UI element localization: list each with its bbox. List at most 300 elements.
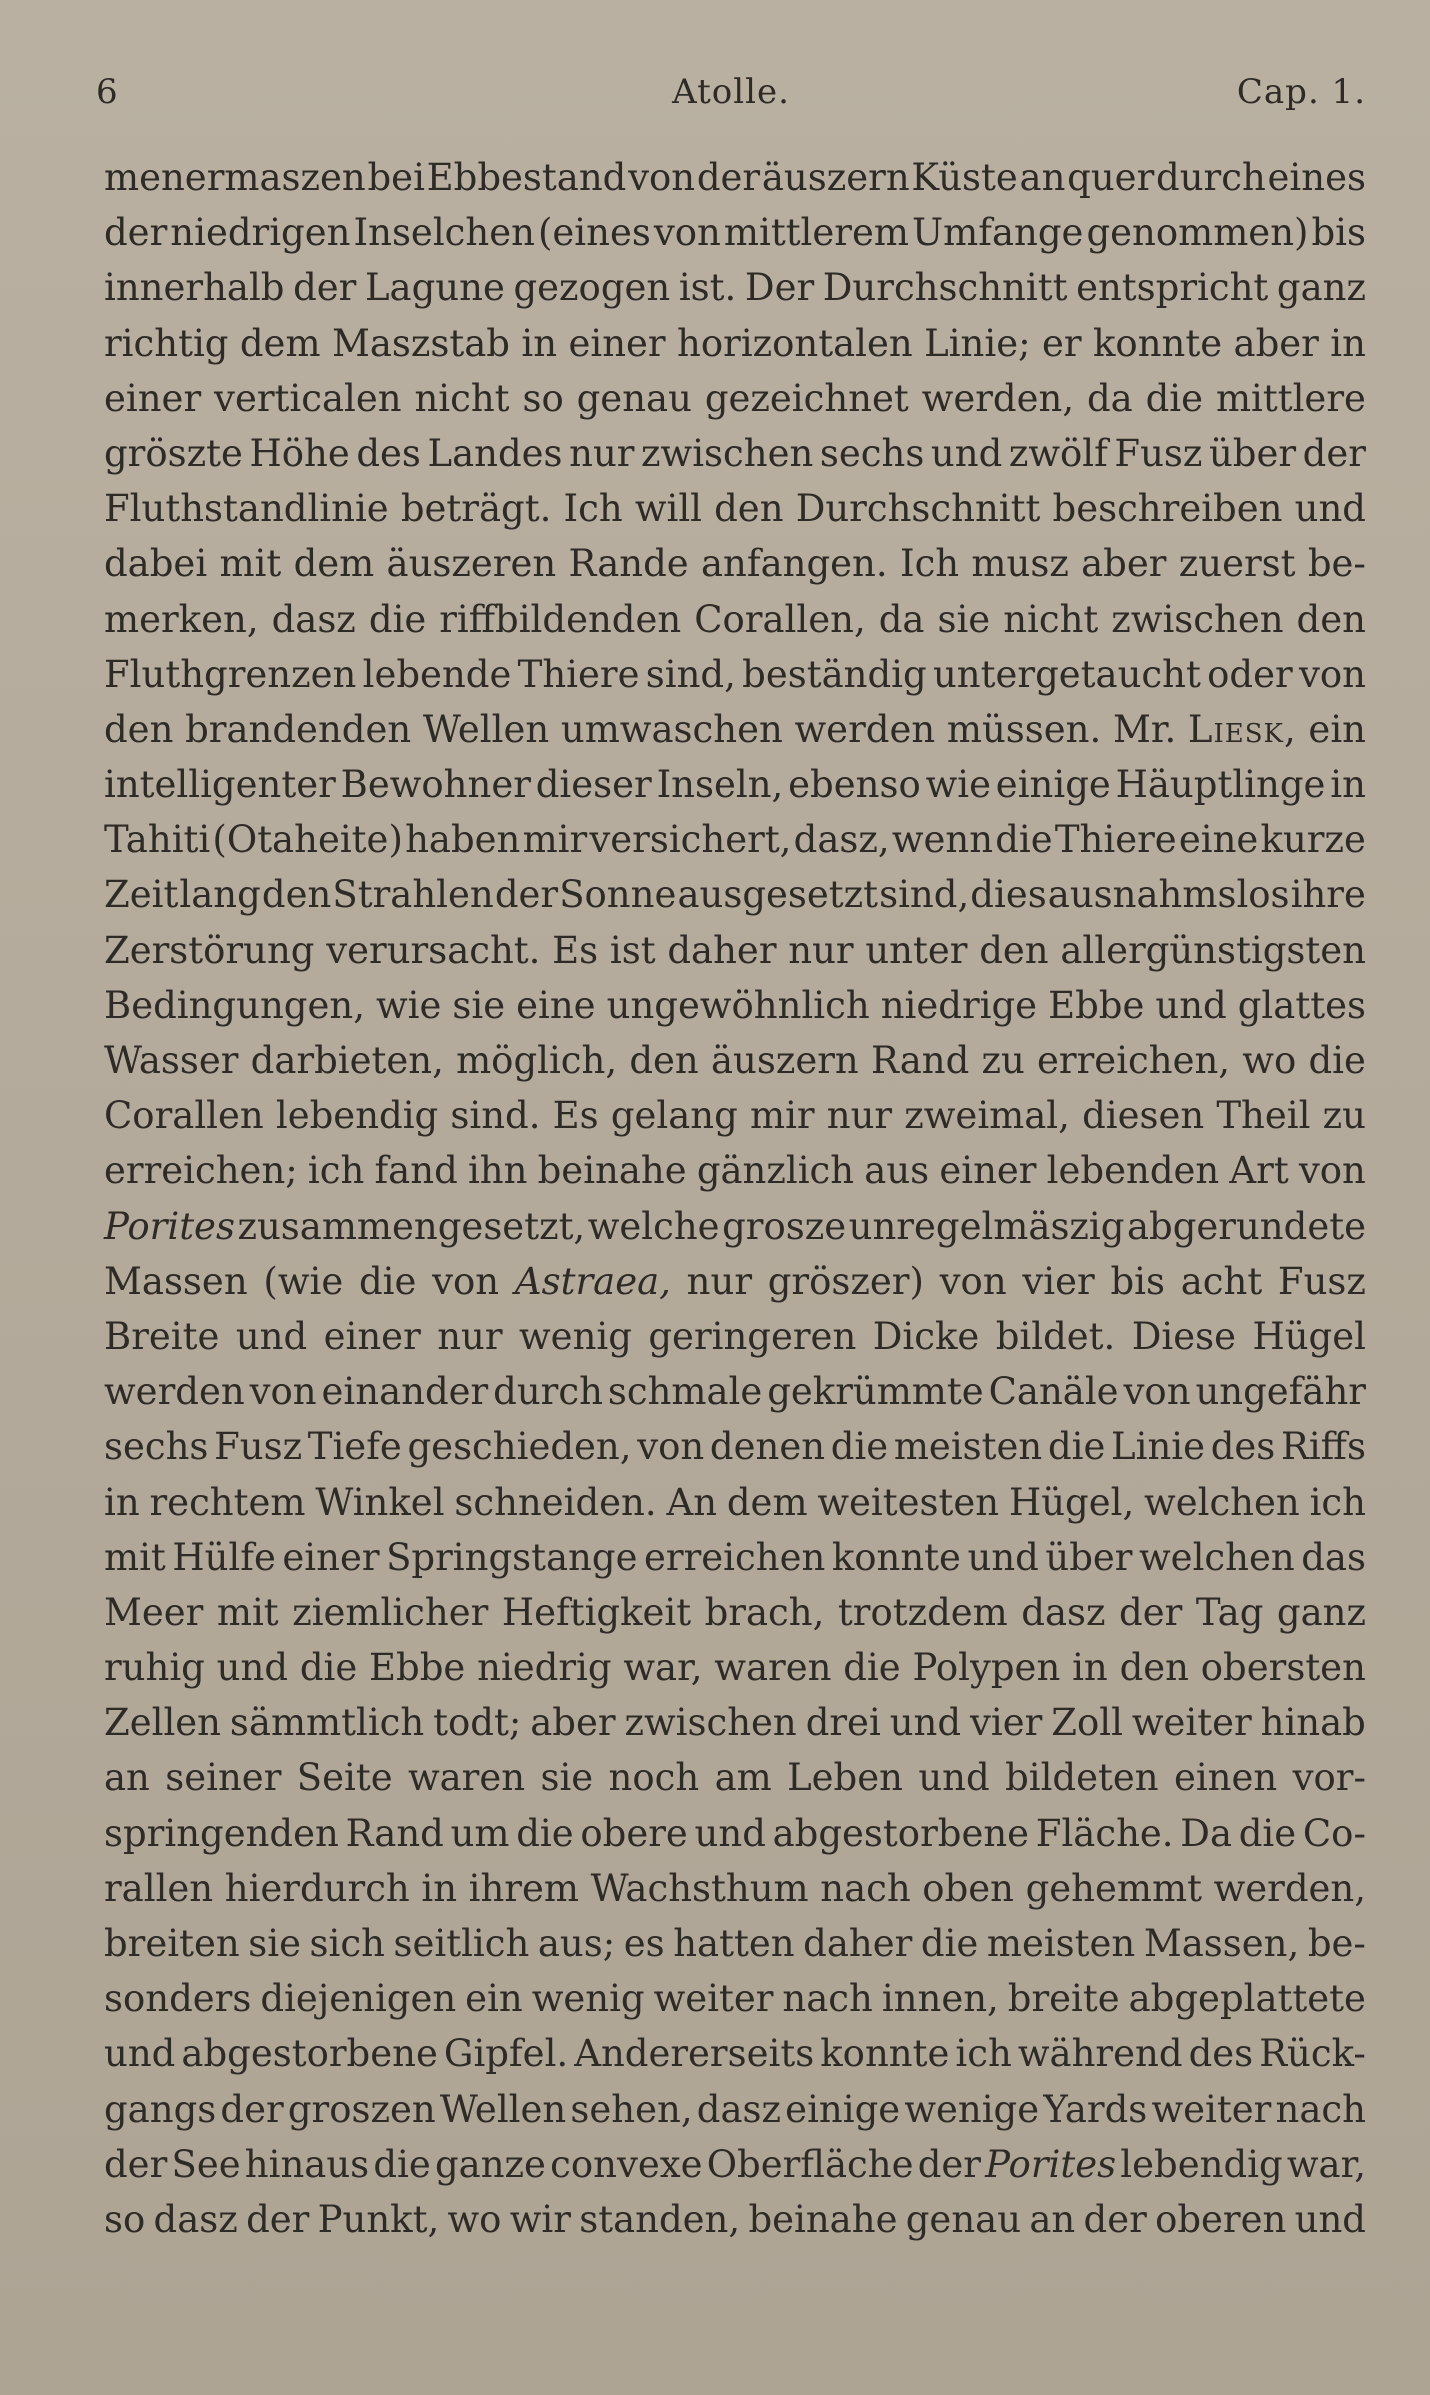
word: meisten [893, 1425, 1043, 1469]
text-line [104, 481, 1366, 536]
text-line [104, 1309, 1366, 1364]
word: aber [1233, 321, 1319, 365]
word: haben [405, 818, 521, 862]
word: daher [803, 1922, 913, 1965]
word: Rande [568, 542, 689, 586]
word: ist [609, 928, 656, 972]
word: will [634, 487, 702, 531]
word: in [521, 321, 558, 365]
word: in [421, 1866, 458, 1910]
word: gröszte [104, 431, 243, 475]
word: der [220, 2087, 284, 2131]
word: mir [522, 818, 588, 862]
word: eine [1178, 818, 1259, 862]
word: Wellen [439, 2087, 567, 2131]
word: der [293, 266, 357, 310]
word: lebende [362, 652, 512, 696]
word: gezeichnet [704, 376, 909, 420]
word: der [1302, 431, 1366, 475]
word: sie [248, 1922, 301, 1965]
word: dasz [696, 2087, 781, 2131]
word: Liesk, [1187, 707, 1297, 751]
word: er [1042, 321, 1082, 365]
word: be- [1307, 1922, 1366, 1965]
word: da [1086, 376, 1133, 420]
word: verticalen [214, 376, 402, 420]
word: an [1029, 2197, 1076, 2241]
word: bei [367, 156, 425, 199]
word: der [246, 2197, 310, 2241]
word: die [843, 1646, 901, 1690]
word: springenden [104, 1811, 339, 1855]
word: zwischen [1111, 597, 1284, 641]
word: Seite [296, 1756, 393, 1800]
word: am [714, 1756, 772, 1800]
word: Es [552, 1094, 599, 1138]
word: ungefähr [1195, 1370, 1366, 1414]
word: Andererseits [574, 2032, 815, 2076]
word: noch [608, 1756, 700, 1800]
word: lebendig [275, 1094, 439, 1138]
word: sechs [104, 1425, 209, 1469]
word: Springstange [386, 1535, 638, 1579]
word: werden, [921, 376, 1075, 420]
word: hinab [1260, 1701, 1366, 1745]
word: be- [1307, 542, 1366, 586]
word: ruhig [104, 1646, 205, 1690]
word: glattes [1237, 983, 1366, 1027]
word: vier [970, 1701, 1043, 1745]
text-line [104, 1530, 1366, 1585]
word: zwischen [624, 1701, 797, 1745]
word: hatten [673, 1922, 795, 1965]
running-title: Atolle. [672, 72, 790, 112]
word: Fusz [214, 1425, 303, 1469]
word: Yards [1043, 2087, 1148, 2131]
text-line [104, 1419, 1366, 1474]
word: musz [971, 542, 1069, 586]
word: den [1296, 597, 1366, 641]
word: war, [623, 1646, 703, 1690]
word: entspricht [1076, 266, 1269, 310]
word: Mr. [1112, 707, 1177, 751]
word: ein [1308, 707, 1366, 751]
word: mit [216, 1590, 279, 1634]
word: Wellen [422, 707, 550, 751]
word: waren [407, 1756, 526, 1800]
word: nicht [1003, 597, 1099, 641]
word: Fluthstandlinie [104, 487, 389, 531]
word: der [1083, 2197, 1147, 2241]
word: sie [937, 597, 991, 641]
word: Durchschnitt [822, 266, 1068, 310]
word: des [1188, 2032, 1254, 2076]
word: umwaschen [560, 707, 783, 751]
word: breiten [104, 1922, 240, 1965]
word: gelang [610, 1094, 738, 1138]
word: erreichen [644, 1535, 826, 1579]
text-line [104, 150, 1366, 205]
word: und [930, 431, 1003, 475]
word: schneiden. [454, 1480, 657, 1524]
word: convexe [550, 2142, 703, 2186]
word: lebenden [1046, 1149, 1220, 1193]
word: gezogen [513, 266, 671, 310]
word: die [830, 1425, 889, 1469]
word: obere [580, 1811, 688, 1855]
word: äuszern [710, 1039, 859, 1082]
word: zu [981, 1039, 1025, 1082]
word: und [216, 1646, 289, 1690]
word: einander [321, 1370, 489, 1414]
word: Ebbestand [426, 156, 627, 199]
word: oder [1207, 652, 1293, 696]
word: beständig [742, 652, 927, 696]
word: werden [794, 707, 936, 751]
word: einige [785, 2087, 901, 2131]
word: ebenso [788, 763, 921, 807]
word: Zeit [104, 873, 179, 917]
word: von [939, 1259, 1007, 1303]
word: einer [568, 321, 666, 365]
word: quer [1067, 156, 1155, 199]
word: der [1119, 1590, 1183, 1634]
word: sind, [645, 652, 736, 696]
word: trotzdem [837, 1590, 1008, 1634]
word: allergünstigsten [1060, 928, 1366, 972]
word: und [918, 1756, 990, 1800]
word: brandenden [185, 707, 412, 751]
word: verursacht. [326, 928, 541, 972]
word: Polypen [912, 1646, 1061, 1690]
word: einer [939, 1149, 1037, 1193]
word: ungewöhnlich [606, 983, 870, 1027]
word: merken, [104, 597, 259, 641]
word: von [637, 1425, 705, 1469]
word: aus [864, 1149, 930, 1193]
word: sind. [450, 1094, 541, 1138]
word: einer [104, 376, 202, 420]
text-line [104, 923, 1366, 978]
word: Theil [1216, 1094, 1311, 1138]
word: Thiere [1054, 818, 1177, 862]
word: und [1294, 487, 1366, 531]
word: wenige [904, 2087, 1040, 2131]
word: untergetaucht [932, 652, 1201, 696]
word: dabei [104, 542, 208, 586]
word: die [995, 818, 1053, 862]
word: mittlere [1215, 376, 1366, 420]
word: sehen, [570, 2087, 693, 2131]
text-line [104, 1806, 1366, 1861]
word: ganze [434, 2142, 546, 2186]
word: Wasser [104, 1039, 239, 1082]
word: wie [925, 763, 991, 807]
word: Linie; [924, 321, 1031, 365]
word: weiter [1151, 2087, 1272, 2131]
word: den [104, 707, 174, 751]
word: (Otaheite) [212, 818, 403, 862]
text-line [104, 757, 1366, 812]
word: war, [1286, 2142, 1366, 2186]
word: ich [307, 1149, 365, 1193]
word: anfangen. [701, 542, 888, 586]
word: konnte [1093, 321, 1223, 365]
word: aus; [537, 1922, 616, 1965]
word: in [1330, 763, 1366, 807]
word: die [368, 597, 427, 641]
word: abgerundete [1126, 1204, 1366, 1248]
word: darbieten, [250, 1039, 444, 1082]
word: groszen [287, 2087, 436, 2131]
word: weiter [1131, 1701, 1252, 1745]
word: von [653, 211, 721, 255]
word: Maszstab [331, 321, 510, 365]
word: wo [1242, 1039, 1297, 1082]
word: des [1210, 1425, 1276, 1469]
word: Inseln, [656, 763, 784, 807]
word: es [623, 1922, 665, 1965]
word: beinahe [537, 1149, 687, 1193]
text-line [104, 1695, 1366, 1750]
word: beschreiben [1052, 487, 1283, 531]
word: grosze [722, 1204, 847, 1248]
word: acht [1180, 1259, 1263, 1303]
word: Meer [104, 1590, 204, 1634]
word: Ich [899, 542, 960, 586]
word: die [1047, 1425, 1106, 1469]
word: niedrige [880, 983, 1038, 1027]
word: von [1298, 1149, 1366, 1193]
word: so [522, 376, 564, 420]
word: riffbildenden [439, 597, 682, 641]
text-line [104, 1585, 1366, 1640]
word: den [1119, 1646, 1189, 1690]
word: nur [569, 431, 635, 475]
word: Fläche. [1035, 1811, 1174, 1855]
text-line [104, 1916, 1366, 1971]
word: wenn [891, 818, 994, 862]
word: menermaszen [104, 156, 366, 199]
word: um [450, 1811, 510, 1855]
word: wenig [519, 1314, 632, 1358]
word: Da [1180, 1811, 1233, 1855]
word: Co- [1302, 1811, 1366, 1855]
text-line [104, 2137, 1366, 2192]
word: die [373, 2142, 431, 2186]
word: in [104, 1480, 140, 1524]
word: sämmtlich [229, 1701, 425, 1745]
word: äuszern [761, 156, 910, 199]
word: beinahe [748, 2197, 898, 2241]
word: Ebbe [1048, 983, 1145, 1027]
word: den [714, 487, 784, 531]
word: Zellen [104, 1701, 221, 1745]
word: zuerst [1178, 542, 1296, 586]
word: unregelmäszig [848, 1204, 1125, 1248]
word: der [104, 2142, 168, 2186]
word: zusammengesetzt, [237, 1204, 586, 1248]
word: See [171, 2142, 241, 2186]
word: daher [667, 928, 777, 972]
word: sechs [819, 431, 925, 475]
word: abgestorbene [772, 1811, 1030, 1855]
word: an [1019, 156, 1066, 199]
word: werden [104, 1370, 245, 1414]
word: genau [905, 2197, 1022, 2241]
word: das [1301, 1535, 1366, 1579]
word: innerhalb [104, 266, 285, 310]
word: Thiere [517, 652, 640, 696]
word: Bewohner [340, 763, 531, 807]
word: dasz [153, 2197, 238, 2241]
word: rallen [104, 1866, 214, 1910]
word: dasz, [793, 818, 890, 862]
word: mit [104, 1535, 166, 1579]
word: geringeren [648, 1314, 857, 1358]
word: Hügel, [1008, 1480, 1135, 1524]
text-line [104, 426, 1366, 481]
text-line [104, 536, 1366, 591]
word: konnte [820, 2032, 950, 2076]
word: nur [437, 1314, 503, 1358]
word: konnte [831, 1535, 961, 1579]
word: der [696, 156, 761, 199]
word: hierdurch [224, 1866, 410, 1910]
word: dasz [271, 597, 356, 641]
word: Breite [104, 1314, 220, 1358]
word: horizontalen [677, 321, 913, 365]
text-line [104, 812, 1366, 867]
text-line [104, 1750, 1366, 1805]
word: Art [1229, 1149, 1289, 1193]
word: breite [1007, 1977, 1120, 2021]
word: der [917, 2142, 981, 2186]
word: drei [805, 1701, 881, 1745]
word: abgeplattete [1128, 1977, 1366, 2021]
word: und [694, 1811, 766, 1855]
word: Küste [911, 156, 1018, 199]
word: einige [995, 763, 1111, 807]
word: eine [516, 983, 596, 1027]
word: so [104, 2197, 146, 2241]
word: ihn [467, 1149, 528, 1193]
word: nach [1275, 2087, 1366, 2131]
word: Ebbe [369, 1646, 466, 1690]
word: Rand [345, 1811, 444, 1855]
word: Rück- [1259, 2032, 1366, 2076]
word: brach, [704, 1590, 825, 1634]
word: lang [179, 873, 261, 917]
word: lebendig [1120, 2142, 1283, 2186]
word: vor- [1292, 1756, 1366, 1800]
word: und [1155, 983, 1227, 1027]
word: Gipfel. [443, 2032, 569, 2076]
word: Lagune [364, 266, 505, 310]
word: standen, [579, 2197, 741, 2241]
word: vier [1022, 1259, 1095, 1303]
word: Fusz [1114, 431, 1203, 475]
word: hinaus [244, 2142, 370, 2186]
text-line [104, 2192, 1366, 2247]
word: abgestorbene [181, 2032, 438, 2076]
word: Fusz [1277, 1259, 1366, 1303]
word: und [235, 1314, 308, 1358]
word: ein [465, 1977, 523, 2021]
word: sie [452, 983, 506, 1027]
word: von [628, 156, 696, 199]
text-line [104, 702, 1366, 757]
text-line [104, 316, 1366, 371]
word: Diese [1131, 1314, 1237, 1358]
word: schmale [607, 1370, 763, 1414]
word: den [979, 928, 1049, 972]
word: weiter [653, 1977, 774, 2021]
word: an [104, 1756, 150, 1800]
word: Leben [787, 1756, 903, 1800]
word: versichert, [589, 818, 792, 862]
word: Landes [427, 431, 563, 475]
text-line [104, 205, 1366, 260]
word: Linie [1111, 1425, 1206, 1469]
word: Winkel [315, 1480, 445, 1524]
word: richtig [104, 321, 229, 365]
word: Heftigkeit [501, 1590, 692, 1634]
word: des [356, 431, 421, 475]
word: und [967, 1535, 1039, 1579]
word: gekrümmte [767, 1370, 984, 1414]
word: durch [1156, 156, 1266, 199]
word: die [1145, 376, 1204, 420]
word: gänzlich [696, 1149, 855, 1193]
word: An [666, 1480, 718, 1524]
word: die [299, 1646, 358, 1690]
word: welchen [1139, 1535, 1295, 1579]
word: der [104, 211, 168, 255]
word: wir [509, 2197, 571, 2241]
word: nach [782, 1977, 873, 2021]
word: zweimal, [904, 1094, 1070, 1138]
word: welche [587, 1204, 720, 1248]
word: dem [239, 321, 321, 365]
text-line [104, 592, 1366, 647]
word: über [1208, 431, 1297, 475]
text-line [104, 867, 1366, 922]
word: innen, [881, 1977, 999, 2021]
word: Massen [104, 1259, 248, 1303]
word: die [1238, 1811, 1297, 1855]
word: von [1123, 1370, 1191, 1414]
word: dieser [535, 763, 652, 807]
word: von [432, 1259, 500, 1303]
text-line [104, 1640, 1366, 1695]
word: Massen, [1143, 1922, 1300, 1965]
word: ich [955, 2032, 1012, 2076]
word: mit [219, 542, 282, 586]
word: unter [865, 928, 968, 972]
word: Ich [563, 487, 623, 531]
word: da [878, 597, 925, 641]
word: werden, [1213, 1866, 1366, 1910]
text-line [104, 1143, 1366, 1198]
word: Porites [104, 1204, 235, 1248]
word: den [261, 873, 332, 917]
word: müssen. [946, 707, 1102, 751]
word: waren [714, 1646, 832, 1690]
word: oberen [1155, 2197, 1287, 2241]
word: die [358, 1259, 417, 1303]
word: Häuptlinge [1115, 763, 1326, 807]
